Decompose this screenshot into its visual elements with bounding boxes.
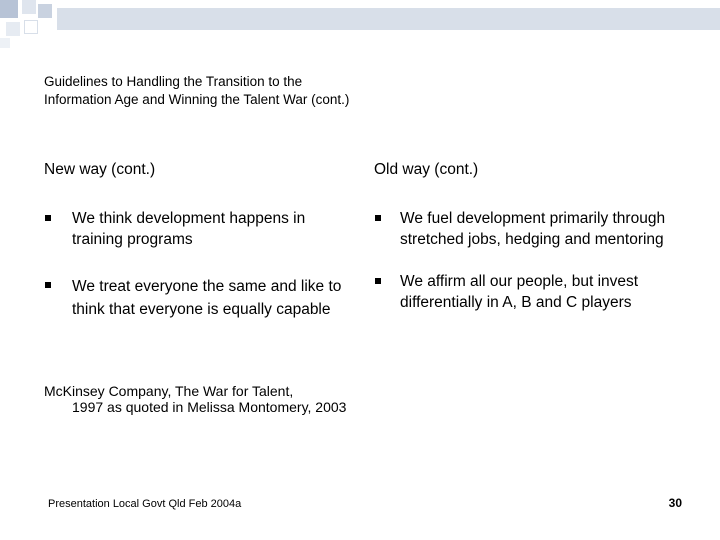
old-way-heading: Old way (cont.) <box>374 161 479 178</box>
citation-line-1: McKinsey Company, The War for Talent, <box>44 383 294 399</box>
old-way-column <box>374 160 694 338</box>
page-number: 30 <box>668 496 682 510</box>
bullet-square-icon <box>45 215 51 221</box>
footer-text: Presentation Local Govt Qld Feb 2004a <box>48 498 242 510</box>
list-item <box>374 271 694 313</box>
citation-rest: 1997 as quoted in Melissa Montomery, 2003 <box>72 399 347 415</box>
source-citation <box>44 383 364 415</box>
list-item <box>44 208 354 250</box>
new-way-column <box>44 160 354 346</box>
slide-title <box>44 73 644 109</box>
decor-square <box>38 4 52 18</box>
list-item <box>44 275 354 321</box>
decor-square <box>24 20 38 34</box>
header-bar <box>57 8 720 30</box>
bullet-text: We fuel development primarily through stretched jobs, hedging and mentoring <box>400 210 666 248</box>
bullet-text: We think development happens in training programs <box>72 210 306 248</box>
title-line-1: Guidelines to Handling the Transition to the <box>44 74 303 89</box>
decor-square <box>0 0 18 18</box>
bullet-text: We affirm all our people, but invest differentially in A, B and C players <box>400 273 639 311</box>
title-line-2: Information Age and Winning the Talent War (cont.) <box>44 92 350 107</box>
decor-square <box>22 0 36 14</box>
bullet-square-icon <box>45 282 51 288</box>
bullet-square-icon <box>375 215 381 221</box>
list-item <box>374 208 694 250</box>
bullet-text: We treat everyone the same and like to think that everyone is equally capable <box>72 278 342 318</box>
decor-square <box>0 38 10 48</box>
decor-square <box>6 22 20 36</box>
bullet-square-icon <box>375 278 381 284</box>
new-way-heading: New way (cont.) <box>44 161 156 178</box>
